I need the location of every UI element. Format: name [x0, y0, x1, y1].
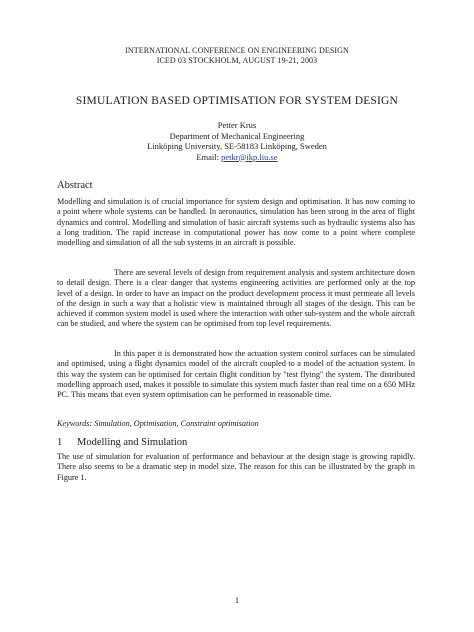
conference-name: INTERNATIONAL CONFERENCE ON ENGINEERING DESIGN — [125, 46, 349, 55]
author-affiliation: Linköping University, SE-58183 Linköping, Sweden — [147, 141, 327, 151]
email-link[interactable]: petkr@ikp.liu.se — [221, 151, 278, 162]
section-1-number: 1 — [57, 437, 63, 448]
paper-title: SIMULATION BASED OPTIMISATION FOR SYSTEM DESIGN — [75, 95, 399, 107]
section-1-paragraph: The use of simulation for evaluation of performance and behaviour at the design stage is growing rapidly. There also seems to be a dramatic step in model size. The reason for this can be illustrated by the graph in Figure 1. — [57, 452, 415, 482]
keywords-line — [57, 419, 415, 429]
author-name: Petter Krus — [217, 120, 257, 130]
email-label: Email: — [196, 151, 222, 162]
keywords-label: Keywords — [57, 419, 90, 428]
page-number: 1 — [234, 595, 240, 605]
abstract-paragraph-3: In this paper it is demonstrated how the actuation system control surfaces can be simulated and optimised, using a flight dynamics model of the aircraft coupled to a model of the actuation system. In this way the system can be optimised for certain flight condition by "test flying" the system. The distributed modelling approach used, makes it possible to simulate this system much faster than real time on a 650 MHz PC. This means that even system optimisation can be performed in reasonable time. — [57, 349, 415, 400]
author-department: Department of Mechanical Engineering — [169, 130, 305, 141]
conference-location-date: ICED 03 STOCKHOLM, AUGUST 19-21, 2003 — [156, 56, 318, 65]
section-1-heading — [57, 437, 187, 449]
abstract-paragraph-1: Modelling and simulation is of crucial importance for system design and optimisation. It has now coming to a point where whole systems can be handled. In aeronautics, simulation has been strong in the area of flight dynamics and control. Modelling and simulation of basic aircraft systems such as hydraulic systems also has a long tradition. The rapid increase in computational power has now come to a point where complete modelling and simulation of all the sub systems in an aircraft is possible. — [57, 197, 415, 248]
section-1-title: Modelling and Simulation — [77, 437, 188, 448]
author-email-line — [0, 152, 474, 163]
author-block — [0, 120, 474, 162]
abstract-heading: Abstract — [57, 180, 93, 191]
abstract-paragraph-2: There are several levels of design from requirement analysis and system architecture down to detail design. There is a clear danger that systems engineering activities are performed only at the top level of a design. In order to have an impact on the product development process it must permeate all levels of the design in such a way that a holistic view is maintained through all stages of the design. This can be achieved if common system model is used where the interaction with other sub-system and the whole aircraft can be studied, and where the system can be optimised from top level requirements. — [57, 268, 415, 329]
keywords-text: : Simulation, Optimisation, Constraint optimisation — [89, 419, 259, 428]
conference-header — [0, 46, 474, 66]
